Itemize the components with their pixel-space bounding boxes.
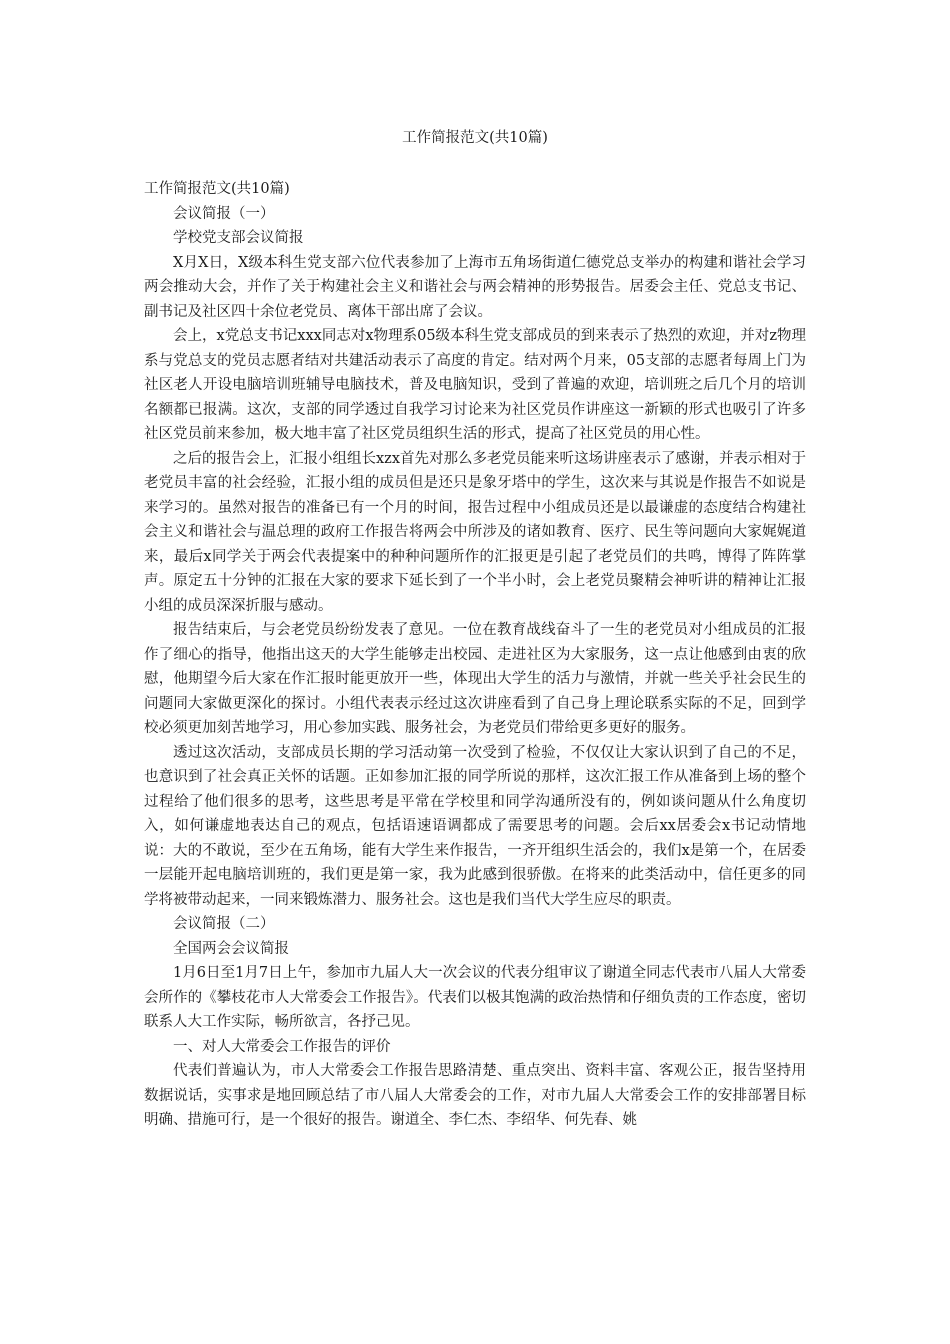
document-title: 工作简报范文(共10篇) <box>402 130 548 146</box>
heading-repeat: 工作简报范文(共10篇) <box>144 181 290 197</box>
body-paragraph: 代表们普遍认为，市人大常委会工作报告思路清楚、重点突出、资料丰富、客观公正，报告坚持用数据说话，实事求是地回顾总结了市八届人大常委会的工作，对市九届人大常委会工作的安排部署目标明确、措施可行，是一个很好的报告。谢道全、李仁杰、李绍华、何先春、姚 <box>144 1063 806 1128</box>
body-paragraph: X月X日，X级本科生党支部六位代表参加了上海市五角场街道仁德党总支举办的构建和谐社会学习两会推动大会，并作了关于构建社会主义和谐社会与两会精神的形势报告。居委会主任、党总支书记、副书记及社区四十余位老党员、离体干部出席了会议。 <box>144 254 806 320</box>
subsection-heading: 学校党支部会议简报 <box>173 230 304 246</box>
body-paragraph: 之后的报告会上，汇报小组组长xzx首先对那么多老党员能来听这场讲座表示了感谢，并表示相对于老党员丰富的社会经验，汇报小组的成员但是还只是象牙塔中的学生，这次来与其说是作报告不如说是来学习的。虽然对报告的准备已有一个月的时间，报告过程中小组成员还是以最谦虚的态度结合构建社会主义和谐社会与温总理的政府工作报告将两会中所涉及的诸如教育、医疗、民生等问题向大家娓娓道来，最后x同学关于两会代表提案中的种种问题所作的汇报更是引起了老党员们的共鸣，博得了阵阵掌声。原定五十分钟的汇报在大家的要求下延长到了一个半小时，会上老党员聚精会神听讲的精神让汇报小组的成员深深折服与感动。 <box>144 450 806 614</box>
body-paragraph: 1月6日至1月7日上午，参加市九届人大一次会议的代表分组审议了谢道全同志代表市八届人大常委会所作的《攀枝花市人大常委会工作报告》。代表们以极其饱满的政治热情和仔细负责的工作态度，密切联系人大工作实际，畅所欲言，各抒己见。 <box>144 965 806 1030</box>
body-paragraph: 透过这次活动，支部成员长期的学习活动第一次受到了检验，不仅仅让大家认识到了自己的不足，也意识到了社会真正关怀的话题。正如参加汇报的同学所说的那样，这次汇报工作从准备到上场的整个过程给了他们很多的思考，这些思考是平常在学校里和同学沟通所没有的，例如谈问题从什么角度切入，如何谦虚地表达自己的观点，包括语速语调都成了需要思考的问题。会后xx居委会x书记动情地说：大的不敢说，至少在五角场，能有大学生来作报告，一齐开组织生活会的，我们x是第一个，在居委一层能开起电脑培训班的，我们更是第一家，我为此感到很骄傲。在将来的此类活动中，信任更多的同学将被带动起来，一同来锻炼潜力、服务社会。这也是我们当代大学生应尽的职责。 <box>144 744 806 908</box>
section-heading: 会议简报（一） <box>173 205 275 222</box>
subsection-heading: 全国两会会议简报 <box>173 940 289 957</box>
body-paragraph: 报告结束后，与会老党员纷纷发表了意见。一位在教育战线奋斗了一生的老党员对小组成员的汇报作了细心的指导，他指出这天的大学生能够走出校园、走进社区为大家服务，这一点让他感到由衷的欣慰，他期望今后大家在作汇报时能更放开一些，体现出大学生的活力与激情，并就一些关乎社会民生的问题同大家做更深化的探讨。小组代表表示经过这次讲座看到了自己身上理论联系实际的不足，回到学校必须更加刻苦地学习，用心参加实践、服务社会，为老党员们带给更多更好的服务。 <box>144 622 806 736</box>
document-body <box>144 177 806 1133</box>
subsection-heading: 一、对人大常委会工作报告的评价 <box>173 1038 391 1055</box>
body-paragraph: 会上，x党总支书记xxx同志对x物理系05级本科生党支部成员的到来表示了热烈的欢迎，并对z物理系与党总支的党员志愿者结对共建活动表示了高度的肯定。结对两个月来，05支部的志愿者每周上门为社区老人开设电脑培训班辅导电脑技术，普及电脑知识，受到了普遍的欢迎，培训班之后几个月的培训名额都已报满。这次，支部的同学透过自我学习讨论来为社区党员作讲座这一新颖的形式也吸引了许多社区党员前来参加，极大地丰富了社区党员组织生活的形式，提高了社区党员的用心性。 <box>144 328 806 442</box>
section-heading: 会议简报（二） <box>173 916 275 932</box>
